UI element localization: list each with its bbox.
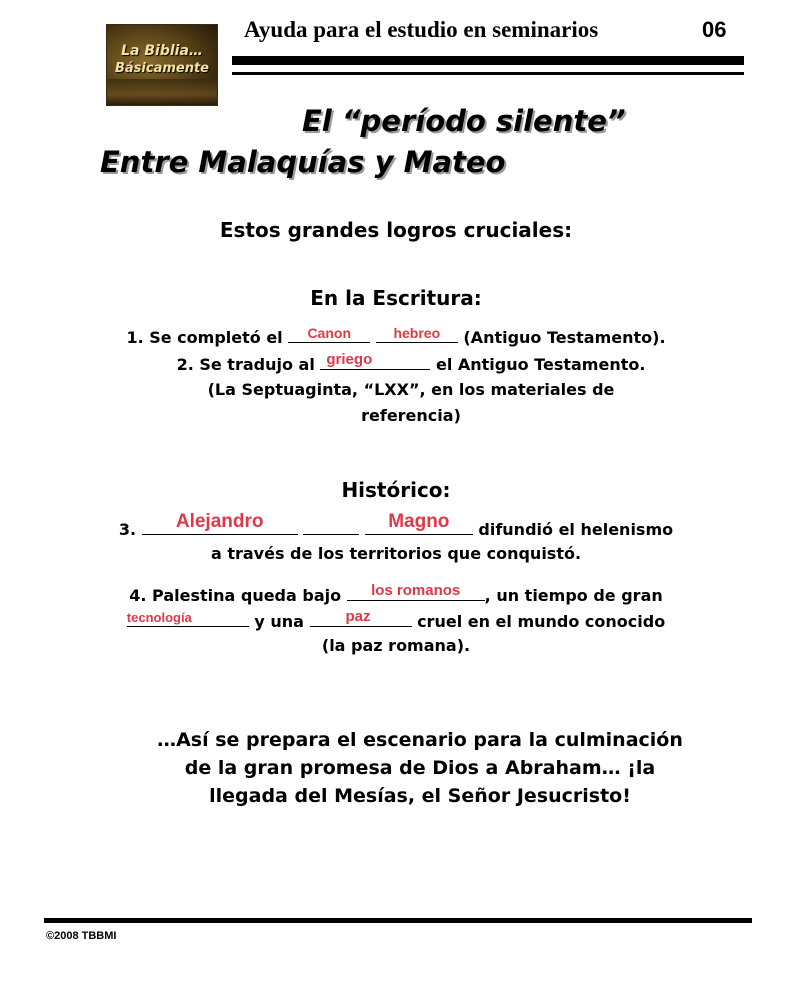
closing-line-2: de la gran promesa de Dios a Abraham… ¡la [184,757,656,779]
history-item-3-line2: a través de los territorios que conquistó. [210,544,582,563]
bible-image [107,79,217,105]
footer-rule [44,918,752,923]
item4-text-pre: 4. Palestina queda bajo [129,586,347,605]
header-title: Ayuda para el estudio en seminarios [244,17,599,42]
intro-heading: Estos grandes logros cruciales: [219,218,573,242]
answer-paz: paz [345,608,371,625]
blank-canon [288,326,370,343]
item1-text-post: (Antiguo Testamento). [457,328,666,347]
history-item-4 [0,584,792,605]
answer-romanos: los romanos [371,582,461,599]
scripture-heading: En la Escritura: [310,286,482,310]
scripture-note-2: referencia) [361,406,461,425]
header-rule-thin [232,72,744,75]
answer-canon: Canon [307,325,351,341]
blank-romanos [347,584,485,601]
answer-hebreo: hebreo [393,325,441,341]
blank-griego [320,353,430,370]
answer-tecnologia: tecnología [126,610,192,625]
history-item-3 [0,511,792,539]
header-rule-thick [232,56,744,65]
history-item-4-line2 [0,610,792,631]
item2-text-pre: 2. Se tradujo al [176,355,321,374]
copyright: ©2008 TBBMI [46,930,117,942]
item4-text-post2: cruel en el mundo conocido [411,612,666,631]
item4-text-mid: y una [248,612,310,631]
logo-line2: Básicamente [114,61,209,76]
page-number: 06 [702,17,727,42]
main-title: El “período silente” [302,104,626,138]
closing-line-1: …Así se prepara el escenario para la culminación [157,729,683,751]
scripture-item-2 [0,353,792,374]
item2-text-post: el Antiguo Testamento. [430,355,646,374]
sub-title: Entre Malaquías y Mateo [100,145,506,179]
blank-spacer [303,518,359,535]
scripture-note-1: (La Septuaginta, “LXX”, en los materiales de [207,380,615,399]
history-heading: Histórico: [341,478,451,502]
answer-griego: griego [326,351,373,368]
logo [106,24,218,106]
blank-alejandro [142,511,298,535]
item3-number: 3. [118,520,142,539]
closing-line-3: llegada del Mesías, el Señor Jesucristo! [209,785,631,807]
item3-text-post: difundió el helenismo [472,520,674,539]
blank-paz [310,610,412,627]
blank-magno [365,511,473,535]
answer-alejandro: Alejandro [175,511,264,532]
blank-tecnologia [127,610,249,627]
item1-text-pre: 1. Se completó el [126,328,289,347]
answer-magno: Magno [388,511,450,532]
history-item-4-line3: (la paz romana). [321,636,471,655]
logo-line1: La Biblia… [121,43,203,59]
blank-hebreo [376,326,458,343]
scripture-item-1 [0,326,792,347]
item4-text-post: , un tiempo de gran [484,586,663,605]
